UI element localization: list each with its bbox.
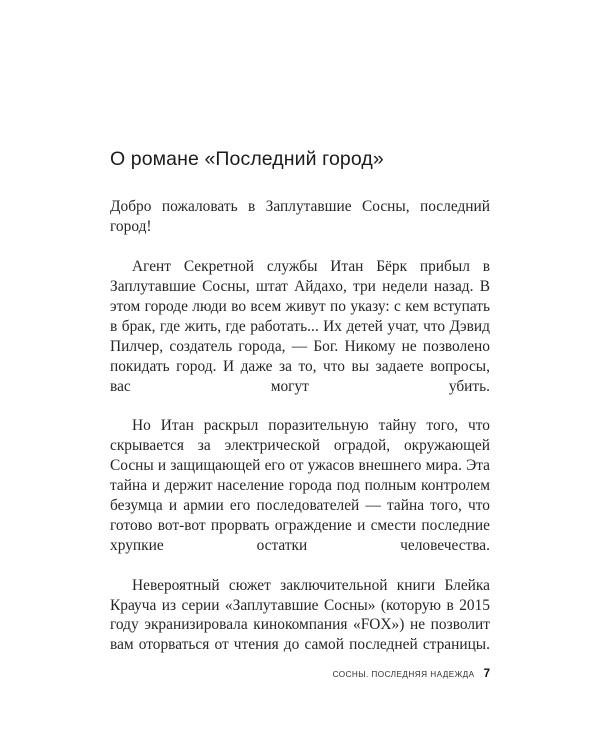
page-footer [110,664,490,682]
body-text-block [110,197,490,675]
paragraph-4: Невероятный сюжет заключительной книги Блейка Крауча из серии «Заплутавшие Сосны» (которую в 2015 году экранизировала кинокомпания «FOX») не позволит вам оторваться от чтения до самой последней страницы. [110,576,490,654]
running-head: СОСНЫ. ПОСЛЕДНЯЯ НАДЕЖДА [332,670,475,679]
paragraph-1: Добро пожаловать в Заплутавшие Сосны, последний город! [110,198,490,236]
page-title: О романе «Последний город» [110,148,384,170]
page-number: 7 [483,668,490,680]
page-content [110,148,490,675]
paragraph-3: Но Итан раскрыл поразительную тайну того, что скрывается за электрической оградой, окружающей Сосны и защищающей его от ужасов внешнего мира. Эта тайна и держит население города под полным контролем безумца и армии его последователей — тайна того, что готово вот-вот прорвать ограждение и смести последние хрупкие остатки человечества. [110,417,490,554]
paragraph-2: Агент Секретной службы Итан Бёрк прибыл в Заплутавшие Сосны, штат Айдахо, три недели назад. В этом городе люди во всем живут по указу: с кем вступать в брак, где жить, где работать... Их детей учат, что Дэвид Пилчер, создатель города, — Бог. Никому не позволено покидать город. И даже за то, что вы задаете вопросы, вас могут убить. [110,258,490,395]
